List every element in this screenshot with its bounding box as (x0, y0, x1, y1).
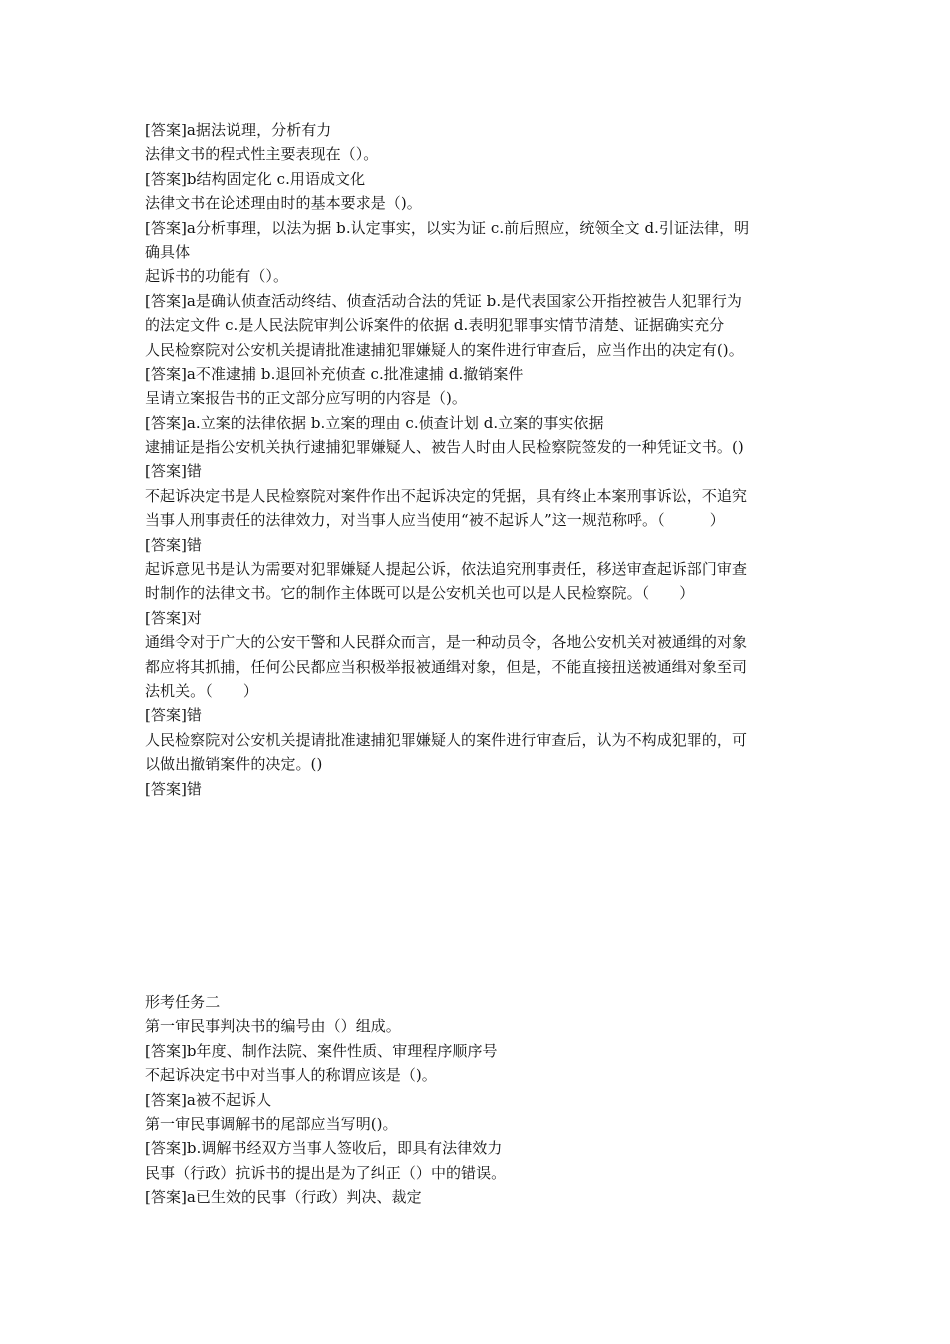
text-line: [答案]a是确认侦查活动终结、侦查活动合法的凭证 b.是代表国家公开指控被告人犯罪行为 (145, 291, 742, 310)
text-line: [答案]a不准逮捕 b.退回补充侦查 c.批准逮捕 d.撤销案件 (145, 364, 524, 383)
text-line: 第一审民事判决书的编号由（）组成。 (145, 1017, 401, 1036)
text-line: [答案]a.立案的法律依据 b.立案的理由 c.侦查计划 d.立案的事实依据 (145, 413, 604, 432)
text-line: 都应将其抓捕，任何公民都应当积极举报被通缉对象，但是，不能直接扭送被通缉对象至司 (145, 657, 748, 676)
text-line: 呈请立案报告书的正文部分应写明的内容是（)。 (145, 389, 467, 408)
text-line: 确具体 (145, 242, 191, 261)
text-line: [答案]a分析事理，以法为据 b.认定事实，以实为证 c.前后照应，统领全文 d.引证法律，明 (145, 218, 750, 237)
text-line: [答案]错 (145, 462, 202, 481)
text-line: 起诉意见书是认为需要对犯罪嫌疑人提起公诉，依法追究刑事责任，移送审查起诉部门审查 (145, 560, 748, 579)
text-line: 法律文书的程式性主要表现在（）。 (145, 145, 379, 164)
text-line: 的法定文件 c.是人民法院审判公诉案件的依据 d.表明犯罪事实情节清楚、证据确实充分 (145, 316, 725, 335)
text-line: [答案]a被不起诉人 (145, 1090, 272, 1109)
text-line: 以做出撤销案件的决定。() (145, 755, 323, 774)
text-line: [答案]a据法说理，分析有力 (145, 121, 332, 139)
text-line: 不起诉决定书是人民检察院对案件作出不起诉决定的凭据，具有终止本案刑事诉讼，不追究 (145, 486, 748, 505)
text-line: 起诉书的功能有（）。 (145, 267, 289, 286)
text-line: [答案]b.调解书经双方当事人签收后，即具有法律效力 (145, 1139, 503, 1158)
section-heading: 形考任务二 (145, 993, 221, 1011)
text-line: [答案]a已生效的民事（行政）判决、裁定 (145, 1188, 422, 1207)
text-line: 逮捕证是指公安机关执行逮捕犯罪嫌疑人、被告人时由人民检察院签发的一种凭证文书。() (145, 438, 744, 457)
text-line: 时制作的法律文书。它的制作主体既可以是公安机关也可以是人民检察院。（ ） (145, 584, 695, 603)
text-line: 不起诉决定书中对当事人的称谓应该是（)。 (145, 1066, 437, 1085)
text-line: 民事（行政）抗诉书的提出是为了纠正（）中的错误。 (145, 1163, 507, 1182)
text-line: [答案]错 (145, 706, 202, 725)
text-line: 法律文书在论述理由时的基本要求是（)。 (145, 194, 422, 213)
text-line: [答案]错 (145, 779, 202, 798)
answer-block-part-two (145, 990, 810, 1210)
text-line: [答案]对 (145, 608, 202, 627)
text-line: 第一审民事调解书的尾部应当写明()。 (145, 1114, 398, 1133)
text-line: 通缉令对于广大的公安干警和人民群众而言，是一种动员令，各地公安机关对被通缉的对象 (145, 633, 748, 652)
text-line: 法机关。（ ） (145, 681, 258, 700)
text-line: [答案]b年度、制作法院、案件性质、审理程序顺序号 (145, 1041, 498, 1060)
text-line: 人民检察院对公安机关提请批准逮捕犯罪嫌疑人的案件进行审查后，认为不构成犯罪的，可 (145, 730, 748, 749)
text-line: 人民检察院对公安机关提请批准逮捕犯罪嫌疑人的案件进行审查后，应当作出的决定有()。 (145, 340, 744, 359)
text-line: 当事人刑事责任的法律效力，对当事人应当使用“被不起诉人”这一规范称呼。（ ） (145, 511, 725, 530)
answer-block-part-one (145, 118, 810, 801)
text-line: [答案]b结构固定化 c.用语成文化 (145, 169, 366, 188)
text-line: [答案]错 (145, 535, 202, 554)
